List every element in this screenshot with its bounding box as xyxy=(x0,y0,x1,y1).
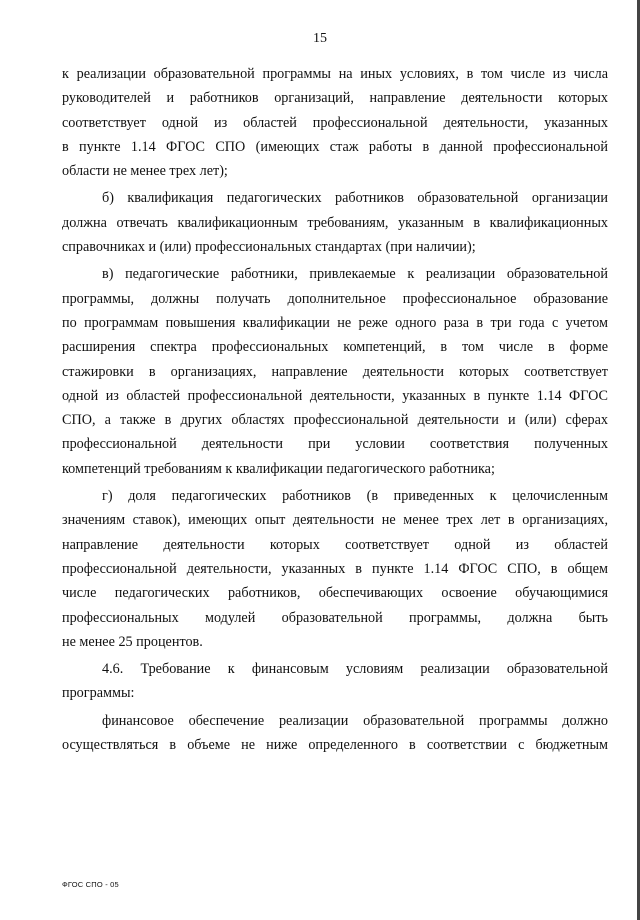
text-line: справочниках и (или) профессиональных стандартах (при наличии); xyxy=(62,239,476,256)
text-line: области не менее трех лет); xyxy=(62,163,228,180)
paragraph-item-v xyxy=(62,262,608,481)
text-line: к реализации образовательной программы на иных условиях, в том числе из числа xyxy=(62,66,608,82)
text-line: направление деятельности которых соответствует одной из областей xyxy=(62,536,608,553)
page-number: 15 xyxy=(313,31,327,46)
text-line: профессиональных модулей образовательной программы, должна быть xyxy=(62,609,608,626)
footer-document-code: ФГОС СПО - 05 xyxy=(62,880,119,889)
text-line: профессиональной деятельности, указанных в пункте 1.14 ФГОС СПО, в общем xyxy=(62,560,608,577)
text-line: расширения спектра профессиональных компетенций, в том числе в форме xyxy=(62,339,608,356)
paragraph-continuation xyxy=(62,62,608,183)
text-line: осуществляться в объеме не ниже определенного в соответствии с бюджетным xyxy=(62,737,608,754)
text-line: соответствует одной из областей профессиональной деятельности, указанных xyxy=(62,114,608,131)
text-line: стажировки в организациях, направление деятельности которых соответствует xyxy=(62,363,608,380)
text-line: в пункте 1.14 ФГОС СПО (имеющих стаж работы в данной профессиональной xyxy=(62,138,608,155)
text-line: руководителей и работников организаций, направление деятельности которых xyxy=(62,90,608,107)
text-line: не менее 25 процентов. xyxy=(62,633,203,650)
text-line: СПО, а также в других областях профессиональной деятельности и (или) сферах xyxy=(62,412,608,429)
text-line: г) доля педагогических работников (в приведенных к целочисленным xyxy=(102,488,608,505)
text-line: 4.6. Требование к финансовым условиям реализации образовательной xyxy=(102,661,608,678)
text-line: числе педагогических работников, обеспечивающих освоение обучающимися xyxy=(62,585,608,602)
paragraph-item-b xyxy=(62,186,608,259)
text-line: должна отвечать квалификационным требованиям, указанным в квалификационных xyxy=(62,214,608,231)
text-line: профессиональной деятельности при условии соответствия полученных xyxy=(62,436,608,453)
document-body xyxy=(62,62,608,760)
text-line: б) квалификация педагогических работников образовательной организации xyxy=(102,190,608,207)
text-line: значениям ставок), имеющих опыт деятельности не менее трех лет в организациях, xyxy=(62,512,608,529)
text-line: программы, должны получать дополнительное профессиональное образование xyxy=(62,290,608,307)
text-line: одной из областей профессиональной деятельности, указанных в пункте 1.14 ФГОС xyxy=(62,387,608,404)
paragraph-section-4-6 xyxy=(62,657,608,706)
text-line: компетенций требованиям к квалификации педагогического работника; xyxy=(62,460,495,477)
text-line: в) педагогические работники, привлекаемые к реализации образовательной xyxy=(102,266,608,283)
paragraph-financing xyxy=(62,709,608,758)
text-line: финансовое обеспечение реализации образовательной программы должно xyxy=(102,712,608,729)
text-line: по программам повышения квалификации не реже одного раза в три года с учетом xyxy=(62,314,608,331)
paragraph-item-g xyxy=(62,484,608,654)
text-line: программы: xyxy=(62,685,135,702)
